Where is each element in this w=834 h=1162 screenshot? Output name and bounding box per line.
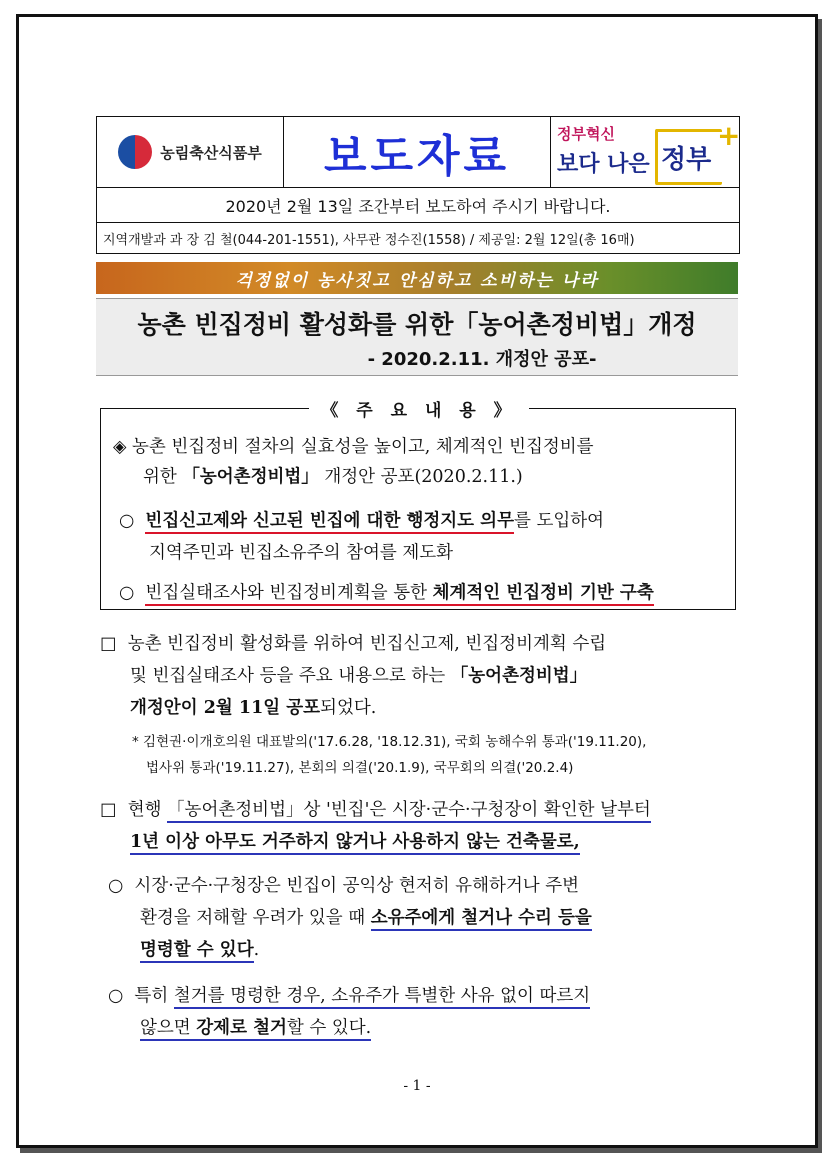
circle-marker: ○ xyxy=(119,583,135,603)
ministry-name: 농림축산식품부 xyxy=(160,143,262,162)
circle-marker: ○ xyxy=(108,986,124,1006)
gov-slogan-word: 정부 xyxy=(661,145,712,175)
footnote-line2: 법사위 통과('19.11.27), 본회의 의결('20.1.9), 국무회의 의결('20.2.4) xyxy=(146,760,574,776)
para3-line2 xyxy=(140,904,592,929)
gov-slogan-small: 정부혁신 xyxy=(557,125,615,143)
bold-text: 강제로 철거 xyxy=(196,1018,287,1038)
text-span: 농촌 빈집정비 활성화를 위하여 빈집신고제, 빈집정비계획 수립 xyxy=(127,634,607,654)
text-span: 빈집실태조사와 빈집정비계획을 통한 xyxy=(145,583,433,603)
law-name: 「농어촌정비법」 xyxy=(182,467,319,487)
summary-box xyxy=(100,401,736,610)
summary-sub1-line2: 지역주민과 빈집소유주의 참여를 제도화 xyxy=(149,543,454,563)
para1-line3 xyxy=(130,694,376,719)
text-span: . xyxy=(253,940,260,960)
contact-info: 지역개발과 과 장 김 철(044-201-1551), 사무관 정수진(1558) / 제공일: 2월 12일(총 16매) xyxy=(103,232,635,248)
text-span: 않으면 xyxy=(140,1018,197,1038)
circle-marker: ○ xyxy=(119,511,135,531)
text-span: 위한 xyxy=(143,467,183,487)
summary-sub1-line1 xyxy=(119,507,604,532)
summary-bullet1-line1: ◈ 농촌 빈집정비 절차의 실효성을 높이고, 체계적인 빈집정비를 xyxy=(113,437,594,457)
circle-marker: ○ xyxy=(108,876,124,896)
para2-line2 xyxy=(130,828,580,853)
slogan-text: 걱정없이 농사짓고 안심하고 소비하는 나라 xyxy=(235,270,599,291)
para1-line2 xyxy=(130,662,587,687)
underlined-text xyxy=(145,583,653,606)
press-header xyxy=(96,116,740,254)
para3-line1 xyxy=(108,872,579,897)
gov-slogan-big: 보다 나은 xyxy=(557,152,650,177)
page-number: - 1 - xyxy=(403,1078,431,1094)
bold-text: 개정안이 2월 11일 공포 xyxy=(130,698,321,718)
plus-icon: + xyxy=(717,119,741,152)
government-emblem-icon xyxy=(118,135,152,169)
text-span: 및 빈집실태조사 등을 주요 내용으로 하는 xyxy=(130,666,451,686)
embargo-notice: 2020년 2월 13일 조간부터 보도하여 주시기 바랍니다. xyxy=(97,188,739,223)
text-span: 시장·군수·구청장은 빈집이 공익상 현저히 유해하거나 주변 xyxy=(134,876,580,896)
footnote-line1: * 김현권·이개호의원 대표발의('17.6.28, '18.12.31), 국회 농해수위 통과('19.11.20), xyxy=(132,734,647,750)
square-marker: □ xyxy=(100,634,117,654)
page-subtitle: - 2020.2.11. 개정안 공포- xyxy=(367,349,597,370)
doc-type-title: 보도자료 xyxy=(284,117,551,187)
title-box xyxy=(96,298,738,376)
para3-line3 xyxy=(140,936,259,961)
text-span: 되었다. xyxy=(320,698,377,718)
ministry-logo xyxy=(97,117,284,187)
text-span: 특히 xyxy=(134,986,174,1006)
para2-line1 xyxy=(100,796,651,821)
para4-line2 xyxy=(140,1014,371,1039)
summary-sub2 xyxy=(119,579,654,604)
summary-bullet1-line2 xyxy=(143,463,523,488)
slogan-banner xyxy=(96,262,738,294)
text-span: 환경을 저해할 우려가 있을 때 xyxy=(140,908,371,928)
underlined-text: 명령할 수 있다 xyxy=(140,940,254,963)
text-span: 할 수 있다. xyxy=(286,1018,372,1038)
law-name: 「농어촌정비법」 xyxy=(450,666,588,686)
underlined-text: 소유주에게 철거나 수리 등을 xyxy=(371,908,592,931)
para4-line1 xyxy=(108,982,590,1007)
underlined-text: 철거를 명령한 경우, 소유주가 특별한 사유 없이 따르지 xyxy=(174,986,590,1009)
underlined-text: 1년 이상 아무도 거주하지 않거나 사용하지 않는 건축물로, xyxy=(130,832,580,855)
text-span: 현행 xyxy=(127,800,168,820)
page-title: 농촌 빈집정비 활성화를 위한「농어촌정비법」개정 xyxy=(137,310,697,339)
bold-text: 체계적인 빈집정비 기반 구축 xyxy=(432,583,654,603)
summary-label: 《 주 요 내 용 》 xyxy=(309,396,529,421)
underlined-text: 「농어촌정비법」상 '빈집'은 시장·군수·구청장이 확인한 날부터 xyxy=(167,800,651,823)
underlined-text xyxy=(140,1018,371,1041)
underlined-text: 빈집신고제와 신고된 빈집에 대한 행정지도 의무 xyxy=(145,511,514,534)
para1-line1 xyxy=(100,630,606,655)
gov-innovation-logo xyxy=(551,117,739,187)
text-span: 를 도입하여 xyxy=(513,511,605,531)
square-marker: □ xyxy=(100,800,117,820)
text-span: 개정안 공포(2020.2.11.) xyxy=(318,467,523,487)
